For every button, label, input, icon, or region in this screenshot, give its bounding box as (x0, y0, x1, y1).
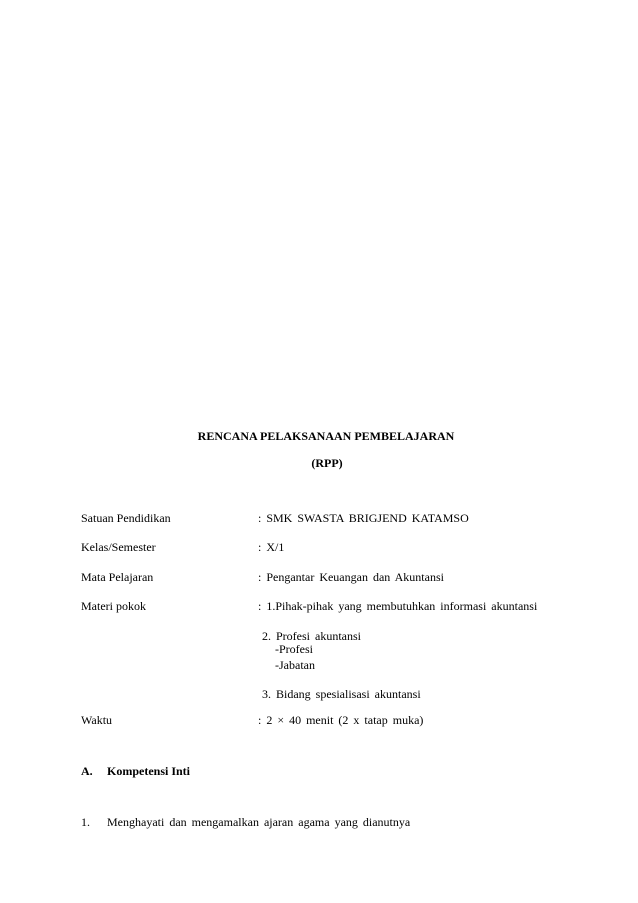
materi-pokok-label: Materi pokok (81, 599, 146, 613)
mata-pelajaran-label: Mata Pelajaran (81, 570, 154, 584)
list-item (81, 815, 410, 830)
mata-pelajaran-value: : Pengantar Keuangan dan Akuntansi (258, 570, 444, 584)
kelas-semester-label: Kelas/Semester (81, 540, 156, 554)
list-item-number: 1. (81, 815, 90, 829)
materi-subitem-jabatan: -Jabatan (275, 658, 315, 672)
satuan-pendidikan-value: : SMK SWASTA BRIGJEND KATAMSO (258, 511, 469, 525)
section-title: Kompetensi Inti (107, 764, 191, 778)
document-title: RENCANA PELAKSANAAN PEMBELAJARAN (197, 429, 455, 443)
waktu-label: Waktu (81, 713, 113, 727)
section-heading-kompetensi-inti (81, 764, 190, 779)
section-number: A. (81, 764, 93, 778)
list-item-text: Menghayati dan mengamalkan ajaran agama yang dianutnya (107, 815, 411, 829)
materi-item-bidang-spesialisasi: 3. Bidang spesialisasi akuntansi (262, 687, 421, 701)
materi-item-profesi-akuntansi: 2. Profesi akuntansi (262, 629, 361, 643)
materi-subitem-profesi: -Profesi (275, 642, 313, 656)
waktu-value: : 2 × 40 menit (2 x tatap muka) (258, 713, 424, 727)
kelas-semester-value: : X/1 (258, 540, 285, 554)
document-subtitle: (RPP) (311, 456, 343, 470)
materi-pokok-value: : 1.Pihak-pihak yang membutuhkan informasi akuntansi (258, 599, 538, 613)
satuan-pendidikan-label: Satuan Pendidikan (81, 511, 171, 525)
